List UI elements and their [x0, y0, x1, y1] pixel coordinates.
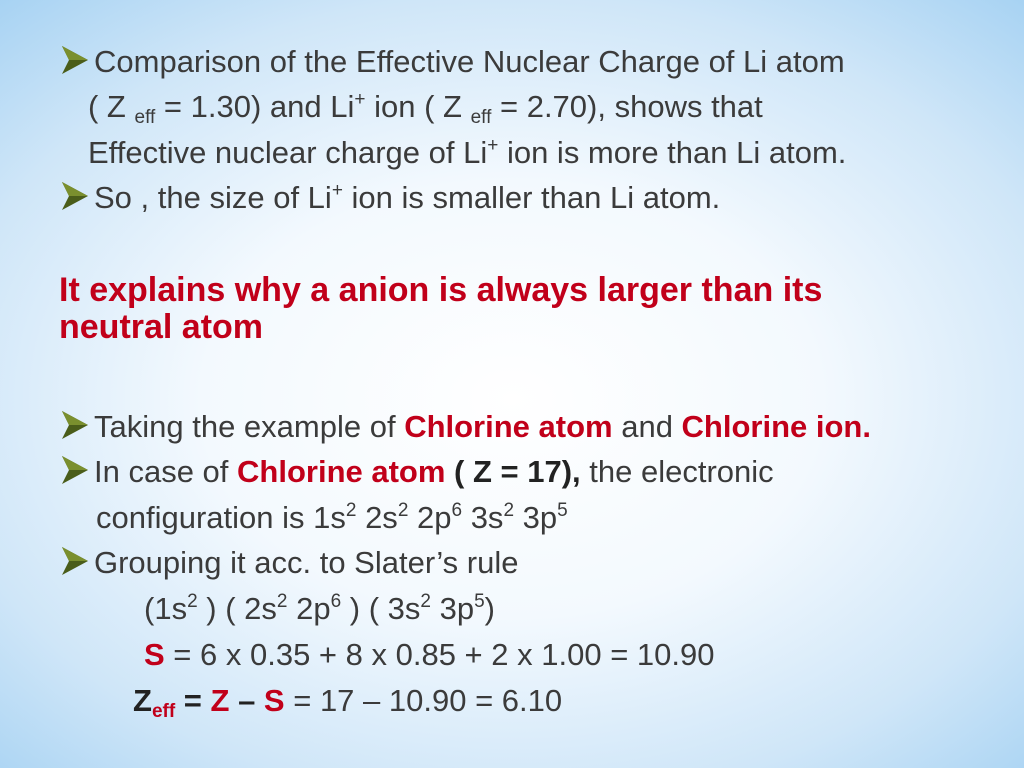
highlight-text: Chlorine atom — [237, 454, 446, 489]
text: (1s — [144, 591, 188, 626]
text: ion ( Z — [374, 89, 462, 124]
highlight-text: Chlorine ion. — [681, 409, 871, 444]
z-symbol: Z — [133, 683, 152, 718]
text: configuration is 1s — [96, 500, 346, 535]
text: So , the size of Li — [94, 180, 332, 215]
text: Taking the example of — [94, 409, 405, 444]
text: 3s — [462, 500, 504, 535]
arrow-bullet-icon — [60, 44, 90, 76]
superscript: 5 — [474, 591, 485, 612]
superscript: 6 — [330, 591, 342, 612]
text: In case of — [94, 454, 238, 489]
superscript: 6 — [451, 500, 463, 521]
text: 2s — [356, 500, 398, 535]
highlight-text: Chlorine atom — [404, 409, 613, 444]
text: and — [612, 409, 682, 444]
grouping-line — [144, 591, 495, 627]
paragraph-line — [94, 545, 518, 581]
text: the electronic — [580, 454, 774, 489]
paragraph-line — [96, 500, 568, 536]
heading-line: It explains why a anion is always larger than its — [59, 271, 823, 309]
superscript: 2 — [276, 591, 288, 612]
s-symbol: S — [263, 683, 285, 718]
zeff-equation — [133, 683, 563, 722]
subscript: eff — [134, 107, 156, 128]
superscript: + — [354, 89, 366, 110]
z-symbol: Z — [210, 683, 230, 718]
text: = 6 x 0.35 + 8 x 0.85 + 2 x 1.00 = 10.90 — [164, 637, 715, 672]
superscript: 5 — [557, 500, 568, 521]
equals-sign: = — [175, 683, 211, 718]
bold-text: ( Z = 17), — [445, 454, 581, 489]
s-symbol: S — [144, 637, 165, 672]
arrow-bullet-icon — [60, 180, 90, 212]
paragraph-line — [94, 454, 774, 490]
text: ion is more than Li atom. — [506, 135, 847, 170]
arrow-bullet-icon — [60, 409, 90, 441]
text: ion is smaller than Li atom. — [351, 180, 721, 215]
text: Grouping it acc. to Slater’s rule — [94, 545, 519, 580]
paragraph-line — [88, 135, 846, 171]
subscript: eff — [470, 107, 492, 128]
arrow-bullet-icon — [60, 454, 90, 486]
section-heading — [59, 272, 822, 346]
heading-line: neutral atom — [59, 308, 264, 346]
text: ( Z — [88, 89, 126, 124]
superscript: 2 — [345, 500, 357, 521]
text: 3p — [514, 500, 558, 535]
text: ) — [484, 591, 495, 626]
paragraph-line — [94, 409, 871, 445]
text: 2p — [408, 500, 452, 535]
paragraph-line — [94, 180, 720, 216]
paragraph-line — [88, 89, 763, 128]
paragraph-line — [94, 44, 845, 80]
text: Comparison of the Effective Nuclear Charge of Li atom — [94, 44, 845, 79]
shielding-equation — [144, 637, 714, 673]
superscript: + — [487, 135, 499, 156]
subscript: eff — [151, 701, 176, 722]
text: = 1.30) and Li — [163, 89, 355, 124]
superscript: 2 — [397, 500, 409, 521]
text: 2p — [287, 591, 331, 626]
text: Effective nuclear charge of Li — [88, 135, 488, 170]
superscript: 2 — [503, 500, 515, 521]
arrow-bullet-icon — [60, 545, 90, 577]
text: ) ( 3s — [341, 591, 421, 626]
superscript: + — [331, 180, 343, 201]
text: 3p — [430, 591, 475, 626]
minus-sign: – — [229, 683, 264, 718]
text: ) ( 2s — [197, 591, 277, 626]
text: = 17 – 10.90 = 6.10 — [284, 683, 563, 718]
superscript: 2 — [187, 591, 198, 612]
superscript: 2 — [420, 591, 431, 612]
text: = 2.70), shows that — [499, 89, 763, 124]
